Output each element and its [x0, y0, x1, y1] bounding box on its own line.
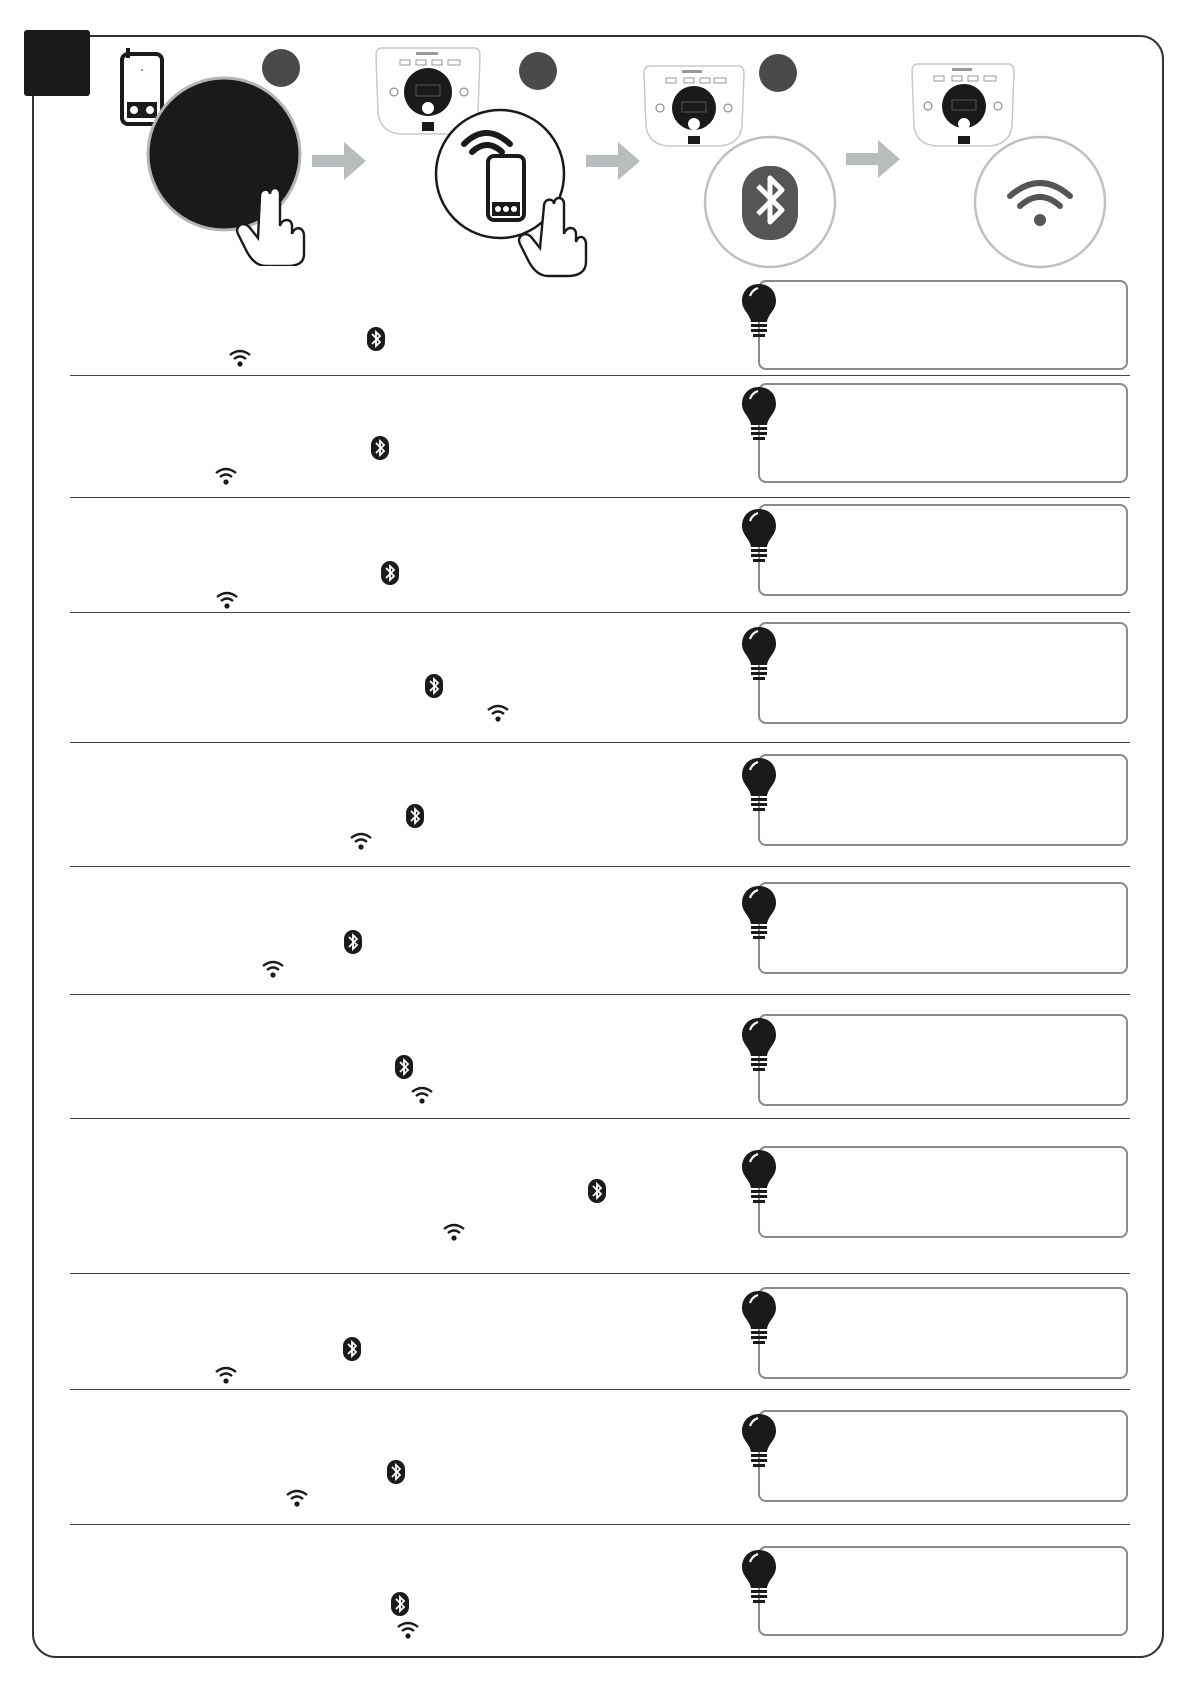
divider: [70, 742, 1130, 743]
lightbulb-icon: [740, 1289, 778, 1345]
wifi-icon: [485, 703, 511, 723]
bluetooth-icon: [386, 1459, 406, 1485]
tip-box: [758, 504, 1128, 596]
tip-box: [758, 754, 1128, 846]
lightbulb-icon: [740, 1148, 778, 1204]
bluetooth-icon: [370, 435, 390, 461]
wifi-icon: [284, 1488, 310, 1508]
bluetooth-icon: [342, 1336, 362, 1362]
wifi-icon: [227, 348, 253, 368]
wifi-icon: [260, 959, 286, 979]
tip-box: [758, 280, 1128, 370]
wifi-icon: [213, 466, 239, 486]
wifi-icon: [409, 1085, 435, 1105]
wifi-status-illustration: [972, 134, 1108, 270]
divider: [70, 1273, 1130, 1274]
tip-box: [758, 882, 1128, 974]
divider: [70, 375, 1130, 376]
divider: [70, 1118, 1130, 1119]
tip-box: [758, 622, 1128, 724]
divider: [70, 994, 1130, 995]
lightbulb-icon: [740, 625, 778, 681]
bluetooth-icon: [394, 1054, 414, 1080]
step-dot-1: [262, 49, 300, 87]
divider: [70, 497, 1130, 498]
lightbulb-icon: [740, 507, 778, 563]
step-dot-3: [759, 54, 797, 92]
arrow-right-icon: [586, 140, 642, 182]
phone-connect-illustration: [434, 108, 588, 278]
smartphone-icon: [488, 156, 524, 220]
bluetooth-icon: [405, 803, 425, 829]
lightbulb-icon: [740, 756, 778, 812]
wifi-icon: [348, 831, 374, 851]
bluetooth-icon: [742, 166, 798, 240]
wifi-icon: [395, 1620, 421, 1640]
tip-box: [758, 1146, 1128, 1238]
arrow-right-icon: [312, 140, 368, 182]
divider: [70, 866, 1130, 867]
divider: [70, 1389, 1130, 1390]
divider: [70, 612, 1130, 613]
tip-box: [758, 1546, 1128, 1636]
wifi-icon: [441, 1222, 467, 1242]
bluetooth-status-illustration: [702, 134, 838, 270]
lightbulb-icon: [740, 1016, 778, 1072]
wifi-icon: [213, 1365, 239, 1385]
lightbulb-icon: [740, 1412, 778, 1468]
tip-box: [758, 383, 1128, 483]
bluetooth-icon: [424, 673, 444, 699]
press-button-illustration: [146, 76, 312, 266]
divider: [70, 1524, 1130, 1525]
lightbulb-icon: [740, 385, 778, 441]
bluetooth-icon: [587, 1178, 607, 1204]
lightbulb-icon: [740, 282, 778, 338]
bluetooth-icon: [390, 1591, 410, 1617]
tip-box: [758, 1287, 1128, 1379]
section-marker: [24, 30, 90, 96]
bluetooth-icon: [366, 326, 386, 352]
tip-box: [758, 1014, 1128, 1106]
lightbulb-icon: [740, 884, 778, 940]
step-dot-2: [519, 52, 557, 90]
bluetooth-icon: [380, 560, 400, 586]
tip-box: [758, 1410, 1128, 1502]
bluetooth-icon: [343, 929, 363, 955]
lightbulb-icon: [740, 1548, 778, 1604]
wifi-icon: [214, 590, 240, 610]
arrow-right-icon: [846, 138, 902, 180]
